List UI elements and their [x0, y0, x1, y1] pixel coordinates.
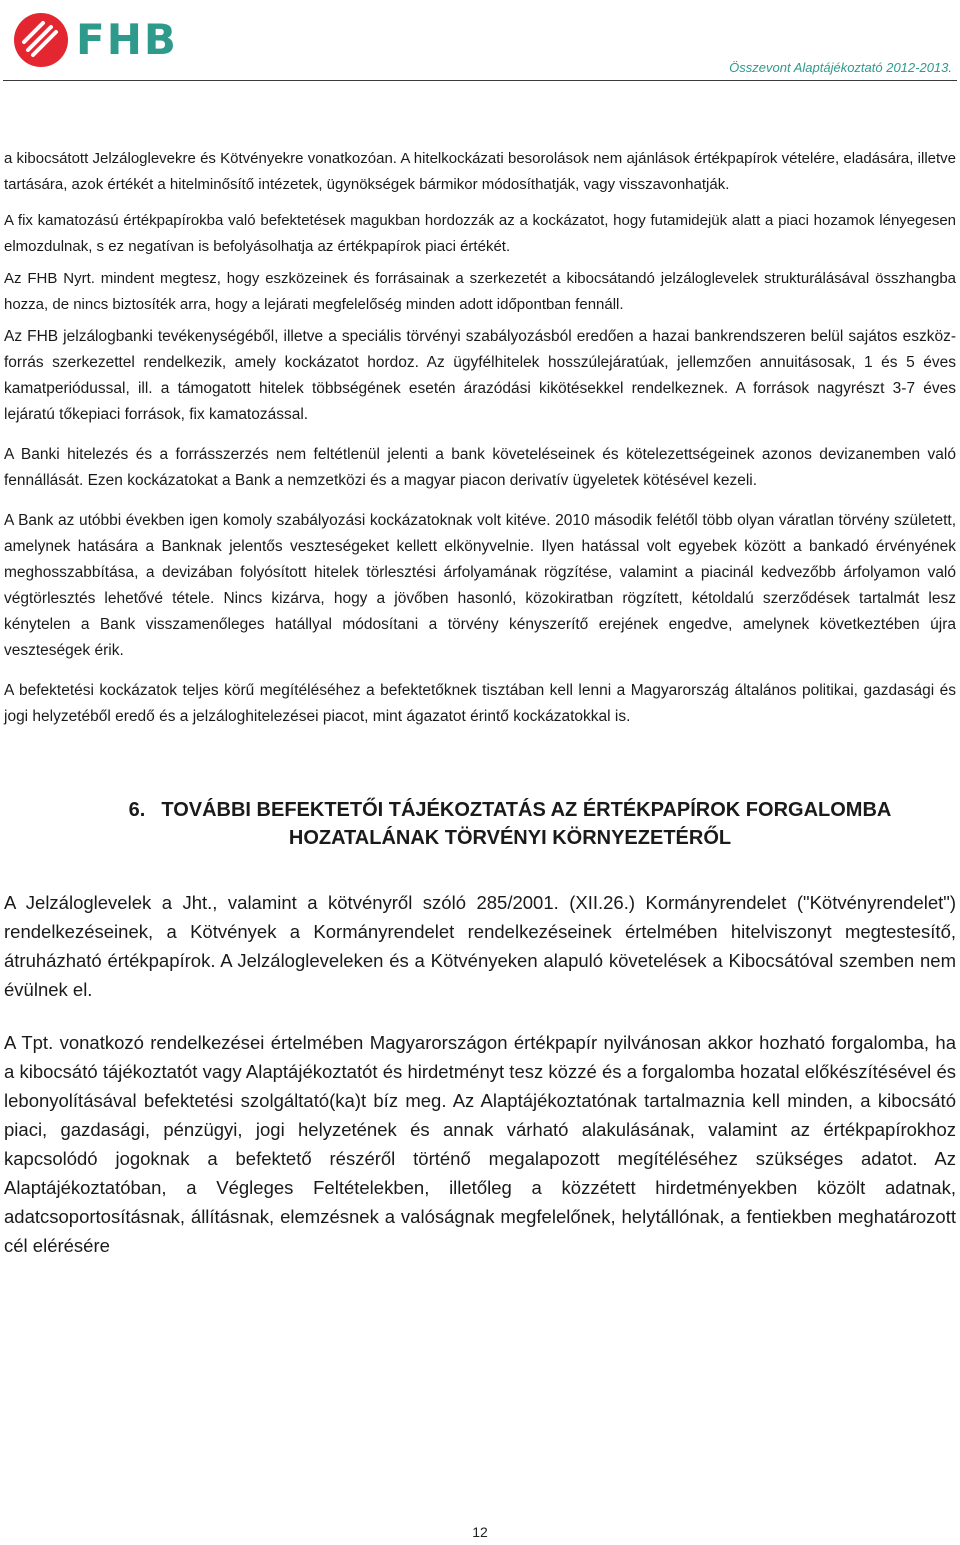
- section-paragraph-2: A Tpt. vonatkozó rendelkezései értelmében Magyarországon értékpapír nyilvánosan akkor hozható forgalomba, ha a kibocsátó tájékoztatót vagy Alaptájékoztatót és hirdetményt tesz közzé és a forgalomba hozatal előkészítésével és lebonyolításával befektetési szolgáltató(ka)t bíz meg. Az Alaptájékoztatónak tartalmaznia kell minden, a kibocsátó piaci, gazdasági, pénzügyi, jogi helyzetének és annak várható alakulásának, valamint az értékpapírokhoz kapcsolódó jogoknak a befektető részéről történő megalapozott megítéléséhez szükséges adatot. Az Alaptájékoztatóban, a Végleges Feltételekben, illetőleg a közzétett hirdetményekben közölt adatnak, adatcsoportosításnak, állításnak, elemzésnek a valóságnak megfelelőnek, helytállónak, a fentiekben meghatározott cél elérésére: [4, 1032, 956, 1256]
- section-paragraph-1: A Jelzáloglevelek a Jht., valamint a kötvényről szóló 285/2001. (XII.26.) Kormányrendelet ("Kötvényrendelet") rendelkezéseinek, a Kötvények a Kormányrendelet rendelkezéseinek értelmében hitelviszonyt megtestesítő, átruházható értékpapírok. A Jelzálogleveleken és a Kötvényeken alapuló követelések a Kibocsátóval szemben nem évülnek el.: [4, 892, 956, 1000]
- section-heading: [4, 796, 956, 852]
- paragraph-6: A Bank az utóbbi években igen komoly szabályozási kockázatoknak volt kitéve. 2010 második felétől több olyan váratlan törvény született, amelynek hatására a Banknak jelentős veszteségeket kellett elkönyvelnie. Ilyen hatással volt egyebek között a bankadó érvényének meghosszabbítása, a devizában folyósított hitelek törlesztési árfolyamának rögzítése, valamint a piacinál kedvezőbb árfolyamon való végtörlesztés lehetővé tétele. Nincs kizárva, hogy a jövőben hasonló, közokiratban rögzített, kétoldalú szerződések tartalmát lesz kénytelen a Bank visszamenőleges hatállyal módosítani a törvény kényszerítő erejének engedve, amelynek következtében újra veszteségek érik.: [4, 512, 956, 659]
- fhb-logo-mark-icon: [13, 12, 69, 68]
- paragraph-2: A fix kamatozású értékpapírokba való befektetések magukban hordozzák az a kockázatot, hogy futamidejük alatt a piaci hozamok lényegesen elmozdulnak, s ez negatívan is befolyásolhatja az értékpapírok piaci értékét.: [4, 212, 956, 255]
- paragraph-1: a kibocsátott Jelzáloglevekre és Kötvényekre vonatkozóan. A hitelkockázati besorolások nem ajánlások értékpapírok vételére, eladására, illetve tartására, azok értékét a hitelminősítő intézetek, ügynökségek bármikor módosíthatják, vagy visszavonhatják.: [4, 150, 956, 193]
- section-number: 6.: [128, 799, 146, 821]
- section-title-line2: HOZATALÁNAK TÖRVÉNYI KÖRNYEZETÉRŐL: [288, 827, 732, 849]
- paragraph-7: A befektetési kockázatok teljes körű megítéléséhez a befektetőknek tisztában kell lenni a Magyarország általános politikai, gazdasági és jogi helyzetéből eredő és a jelzáloghitelezései piacot, mint ágazatot érintő kockázatokkal is.: [4, 682, 956, 725]
- header-divider: [3, 80, 957, 81]
- logo-text: FHB: [76, 15, 178, 64]
- fhb-logo: [13, 12, 183, 68]
- page-number: 12: [472, 1524, 488, 1540]
- page-body: [4, 146, 956, 1260]
- paragraph-3: Az FHB Nyrt. mindent megtesz, hogy eszközeinek és forrásainak a szerkezetét a kibocsátandó jelzáloglevelek strukturálásával összhangba hozza, de nincs biztosíték arra, hogy a lejárati megfelelőség minden adott időpontban fennáll.: [4, 270, 956, 313]
- paragraph-4: Az FHB jelzálogbanki tevékenységéből, illetve a speciális törvényi szabályozásból eredően a hazai bankrendszeren belül sajátos eszköz-forrás szerkezettel rendelkezik, amely kockázatot hordoz. Az ügyfélhitelek hosszúlejáratúak, jellemzően annuitásosak, 1 és 5 éves kamatperiódussal, ill. a támogatott hitelek többségének esetén árazódási kikötésekkel rendelkeznek. A források nagyrészt 3-7 éves lejáratú tőkepiaci források, fix kamatozással.: [4, 328, 956, 423]
- paragraph-5: A Banki hitelezés és a forrásszerzés nem feltétlenül jelenti a bank követeléseinek és kötelezettségeinek azonos devizanemben való fennállását. Ezen kockázatokat a Bank a nemzetközi és a magyar piacon derivatív ügyeletek kötésével kezeli.: [4, 446, 956, 489]
- page-header: [0, 0, 960, 90]
- section-title-line1: TOVÁBBI BEFEKTETŐI TÁJÉKOZTATÁS AZ ÉRTÉKPAPÍROK FORGALOMBA: [161, 799, 892, 821]
- document-title: Összevont Alaptájékoztató 2012-2013.: [729, 60, 952, 75]
